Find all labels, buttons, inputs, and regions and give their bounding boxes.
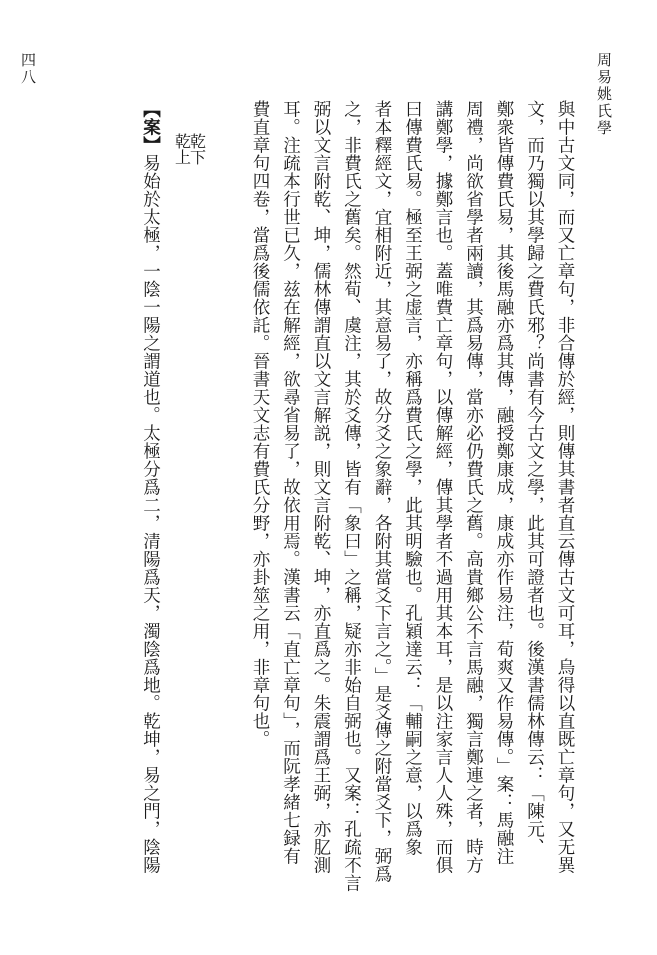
text-column: 費直章句四卷，當爲後儒依託。晉書天文志有費氏分野，亦卦筮之用，非章句也。 [250, 100, 270, 748]
text-column: 弼以文言附乾、坤，儒林傳謂直以文言解説，則文言附乾、坤，亦直爲之。朱震謂爲王弼，亦肊測 [311, 100, 331, 874]
commentary-text: 易始於太極，一陰一陽之謂道也。太極分爲二，清陽爲天，濁陰爲地。乾坤，易之門，陰陽 [140, 154, 161, 874]
text-column: 之，非費氏之舊矣。然荀、虞注，其於爻傳，皆有「象曰」之稱，疑亦非始自弼也。又案：孔疏不言 [341, 100, 362, 892]
trigram-lower-label: 乾下 [187, 133, 207, 166]
running-head: 周易姚氏學 [595, 52, 613, 137]
trigram-labels [172, 133, 207, 166]
hexagram-heading [166, 100, 205, 900]
page-number: 四八 [19, 52, 37, 86]
text-column: 文，而乃獨以其學歸之費氏邪？尚書有今古文之學，此其可證者也。後漢書儒林傳云：「陳元、 [524, 100, 545, 856]
commentary-bracket-close: 】 [140, 136, 161, 154]
text-column: 耳。注疏本行世已久，兹在解經，欲尋省易了，故依用焉。漢書云「直亡章句」，而阮孝緒七録有 [280, 100, 301, 866]
trigram-upper-label: 乾上 [172, 133, 192, 166]
text-column: 周禮，尚欲省學者兩讀，其爲易傳，當亦必仍費氏之舊。高貴鄉公不言馬融，獨言鄭連之者，時方 [463, 100, 484, 874]
commentary-column [135, 100, 166, 900]
qian-hexagram-icon [177, 100, 195, 118]
text-block [110, 100, 580, 900]
text-column: 曰傳費氏易。極至王弼之虚言，亦稱爲費氏之學，此其明驗也。孔穎達云：「輔嗣之意，以爲象 [402, 100, 423, 856]
text-column: 與中古文同，而又亡章句，非合傳於經，則傳其書者直云傳古文可耳，烏得以直既亡章句，又无異 [555, 100, 575, 874]
commentary-label: 案 [140, 118, 161, 136]
text-column: 鄭衆皆傳費氏易，其後馬融亦爲其傳，融授鄭康成，康成亦作易注，荀爽又作易傳。」案：馬融注 [494, 100, 514, 866]
text-column: 講鄭學，據鄭言也。蓋唯費亡章句，以傳解經，傳其學者不過用其本耳，是以注家言人人殊，而俱 [433, 100, 453, 874]
commentary-bracket-open: 【 [140, 100, 161, 118]
text-column: 者本釋經文，宜相附近，其意易了，故分爻之象辭，各附其當爻下言之。」是爻傳之附當爻下，弼爲 [372, 100, 392, 884]
